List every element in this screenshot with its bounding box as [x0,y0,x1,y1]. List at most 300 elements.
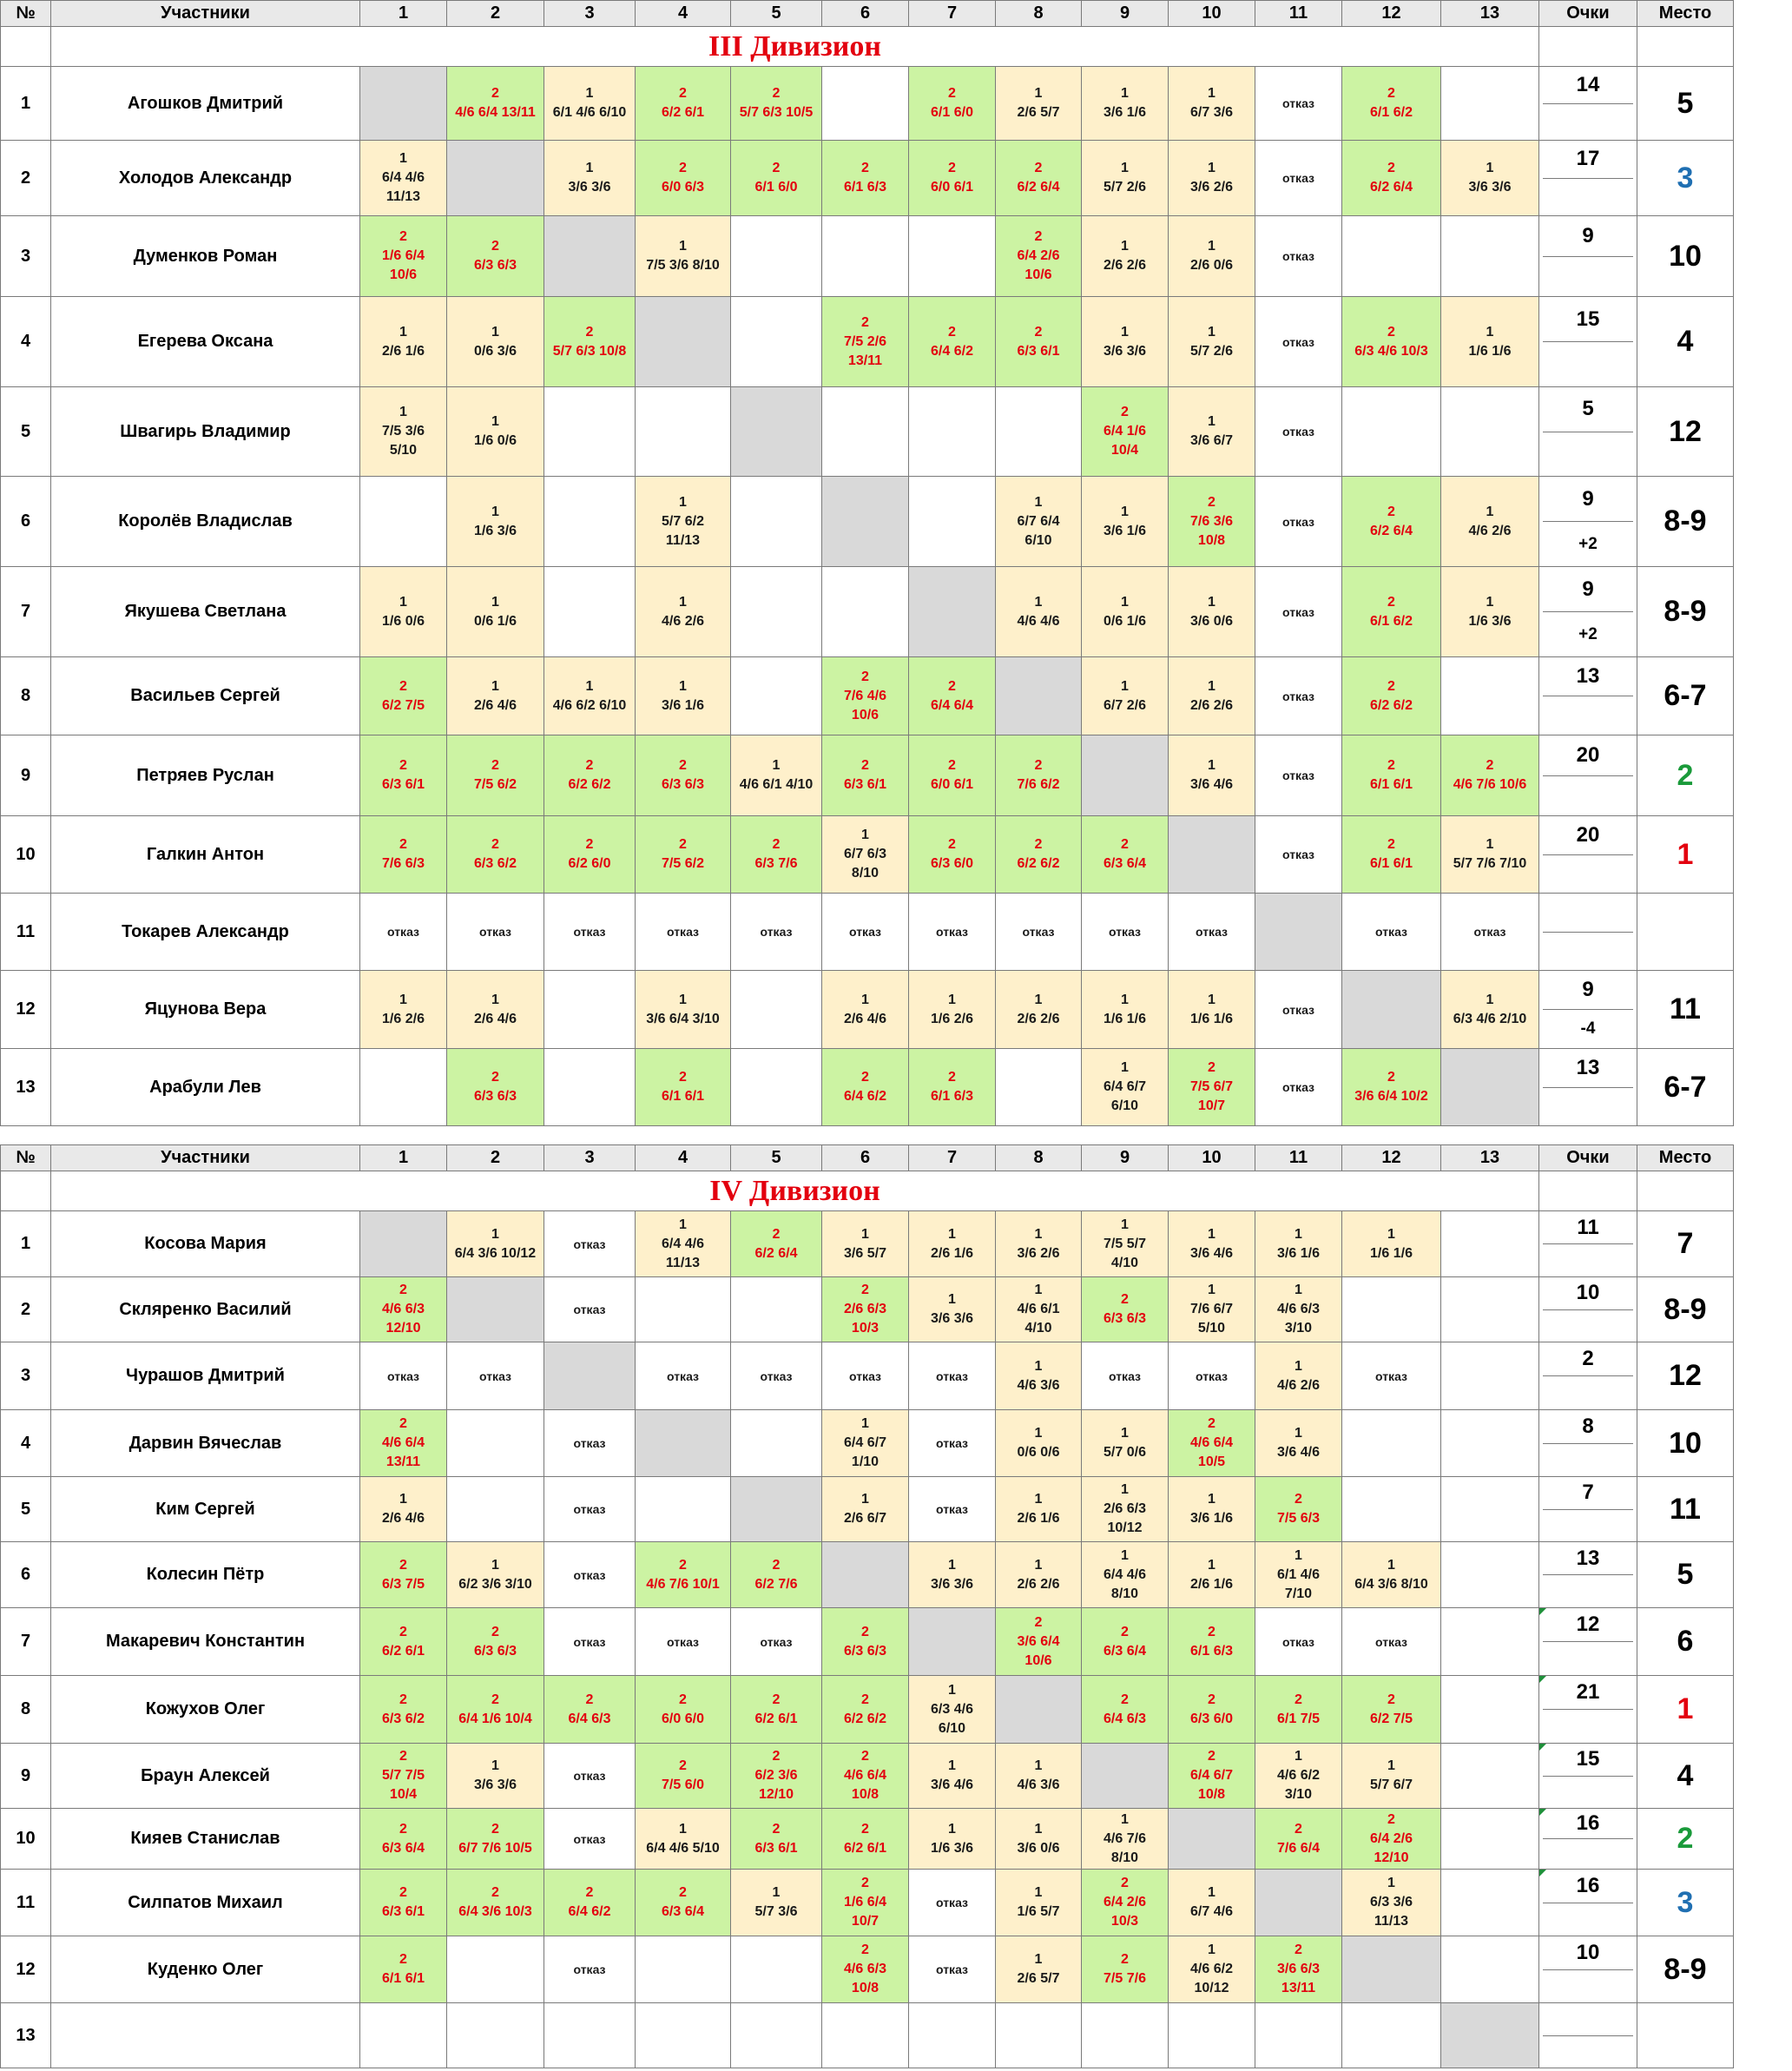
row-number: 5 [1,387,51,477]
row-number: 8 [1,1676,51,1744]
score-line: 6/4 6/7 [1104,1079,1146,1094]
match-win-cell [996,735,1082,816]
score-line: 6/0 6/1 [931,180,973,195]
participant-name: Арабули Лев [51,1049,360,1126]
score-line: 7/5 3/6 8/10 [646,258,720,273]
score-line: отказ [387,1369,419,1383]
match-loss-cell [1255,1211,1342,1277]
participant-row [1,1049,1734,1126]
score-line: 2 [1387,1692,1395,1707]
place-cell [1637,894,1734,971]
match-loss-cell [447,567,544,657]
score-line: 1/6 0/6 [382,613,425,629]
points-value: 17 [1543,141,1633,179]
score-line: отказ [573,1436,606,1450]
score-line: 2 [399,837,407,852]
score-line: отказ [1282,171,1314,185]
score-line: 5/7 6/2 [662,513,704,529]
score-line: 1 [1121,594,1129,610]
points-extra [1539,1777,1637,1809]
score-line: 5/7 6/7 [1370,1777,1413,1792]
score-line: 2 [1208,1624,1216,1639]
score-line: 1 [399,992,407,1007]
score-line: 4/6 6/4 [382,1435,425,1450]
score-line: отказ [573,1303,606,1316]
empty-match-cell [447,1936,544,2003]
score-line: отказ [849,925,881,939]
match-win-cell [1342,141,1441,216]
score-line: 4/6 6/4 13/11 [455,105,536,120]
score-line: 1 [1208,1226,1216,1242]
place-cell: 1 [1637,816,1734,894]
score-line: 6/3 6/2 [382,1711,425,1726]
score-line: 2 [948,161,956,175]
score-line: 3/6 3/6 [568,180,611,195]
points-extra [1539,1575,1637,1607]
score-line: 6/7 7/6 10/5 [458,1840,532,1856]
score-line: 2 [1121,1292,1129,1307]
empty-match-cell [1441,1211,1539,1277]
participant-name: Яцунова Вера [51,971,360,1049]
header-points: Очки [1539,1,1637,27]
refusal-cell [1342,1608,1441,1676]
match-win-cell [1342,1049,1441,1126]
points-extra [1539,1839,1637,1869]
score-line: 6/7 2/6 [1104,697,1146,713]
refusal-cell [1255,735,1342,816]
row-number: 12 [1,1936,51,2003]
score-line: 6/4 1/6 [1104,424,1146,439]
score-line: 1 [491,324,499,340]
refusal-cell [360,894,447,971]
score-line: 1 [1034,494,1043,510]
score-line: 2 [491,1821,499,1837]
score-line: 2 [861,161,869,175]
points-cell [1539,2003,1637,2068]
points-value: 12 [1543,1608,1633,1642]
place-cell: 5 [1637,67,1734,141]
score-line: 1 [585,678,594,694]
score-line: 6/1 6/2 [1370,105,1413,120]
score-line: 1 [1121,86,1129,101]
division-title: III Дивизион [51,27,1539,67]
empty-match-cell [1441,67,1539,141]
refusal-cell [544,1608,636,1676]
participant-name: Васильев Сергей [51,657,360,735]
self-match-cell [447,141,544,216]
empty-match-cell [1342,216,1441,297]
row-number: 1 [1,67,51,141]
score-line: 1 [1208,758,1216,773]
score-line: 1 [1208,1492,1216,1507]
points-box [1539,1870,1637,1936]
score-line: 1 [1208,1283,1216,1297]
row-number: 4 [1,297,51,387]
score-line: отказ [573,1769,606,1783]
score-line: 1 [1486,837,1494,852]
empty-match-cell [1441,1936,1539,2003]
score-line: 2 [1387,1811,1395,1827]
score-line: 2 [1387,324,1395,340]
title-spacer [1539,1171,1637,1211]
score-line: 1 [399,151,407,166]
match-loss-cell [731,735,822,816]
title-spacer [1,27,51,67]
score-line: 6/2 6/0 [568,856,611,871]
refusal-cell [544,1211,636,1277]
score-line: 6/1 4/6 [1277,1566,1320,1582]
points-cell [1539,1676,1637,1744]
score-line: 2 [772,1821,781,1837]
score-line: 13/11 [385,1454,421,1469]
match-win-cell [360,816,447,894]
empty-match-cell [731,2003,822,2068]
score-line: 2 [679,1885,687,1900]
empty-match-cell [360,1049,447,1126]
score-line: 2/6 5/7 [1017,105,1060,120]
score-line: 2/6 4/6 [844,1011,886,1026]
match-loss-cell [447,971,544,1049]
match-win-cell [822,1744,909,1809]
match-loss-cell [1169,971,1255,1049]
empty-match-cell [360,477,447,567]
match-loss-cell [996,567,1082,657]
participant-row [1,1870,1734,1936]
match-win-cell [1342,1676,1441,1744]
refusal-cell [1255,387,1342,477]
row-number: 7 [1,567,51,657]
participant-row [1,1608,1734,1676]
self-match-cell [1169,816,1255,894]
score-line: 1 [1208,324,1216,340]
score-line: 6/4 3/6 10/12 [454,1245,537,1261]
match-win-cell [544,735,636,816]
score-line: 6/3 4/6 [931,1701,973,1717]
header-col-9: 9 [1082,1145,1169,1171]
row-number: 11 [1,1870,51,1936]
score-line: 6/3 4/6 10/3 [1354,343,1428,359]
row-number: 3 [1,216,51,297]
score-line: 1/6 0/6 [474,433,517,448]
score-line: 8/10 [851,866,880,881]
header-col-2: 2 [447,1,544,27]
participant-name: Петряев Руслан [51,735,360,816]
match-loss-cell [360,567,447,657]
refusal-cell [1255,67,1342,141]
self-match-cell [822,477,909,567]
points-extra [1539,432,1637,477]
participant-row [1,141,1734,216]
refusal-cell [1255,816,1342,894]
self-match-cell [1441,2003,1539,2068]
division-table-4 [0,1144,1734,2068]
refusal-cell [544,1277,636,1342]
match-win-cell [447,1870,544,1936]
score-line: 6/4 6/7 [844,1435,886,1450]
points-box [1539,67,1637,140]
match-loss-cell [1169,216,1255,297]
empty-match-cell [996,1049,1082,1126]
score-line: 1 [1387,1876,1395,1890]
score-line: 7/6 6/4 [1277,1840,1320,1856]
match-loss-cell [1169,1542,1255,1608]
score-line: 2 [1387,161,1395,175]
match-win-cell [996,1608,1082,1676]
match-win-cell [360,1744,447,1809]
empty-match-cell [1441,1542,1539,1608]
refusal-cell [1255,971,1342,1049]
participant-name [51,2003,360,2068]
header-col-13: 13 [1441,1,1539,27]
score-line: 1 [1208,992,1216,1007]
score-line: 7/6 6/7 [1190,1302,1233,1316]
row-number: 5 [1,1477,51,1542]
score-line: 4/6 4/6 [1017,613,1060,629]
score-line: 2 [399,1624,407,1639]
score-line: 2/6 1/6 [1190,1576,1233,1592]
points-box [1539,894,1637,970]
score-line: отказ [1375,1634,1407,1649]
score-line: 6/2 6/4 [1017,180,1060,195]
score-line: 11/13 [665,1255,701,1270]
row-number: 4 [1,1410,51,1477]
score-line: отказ [1282,425,1314,439]
score-line: отказ [479,925,511,939]
row-number: 6 [1,1542,51,1608]
refusal-cell [544,1410,636,1477]
score-line: 1 [948,992,956,1007]
score-line: отказ [1282,1002,1314,1017]
match-win-cell [1441,735,1539,816]
participant-name: Браун Алексей [51,1744,360,1809]
match-win-cell [1342,567,1441,657]
score-line: 1 [1295,1426,1302,1441]
score-line: 3/6 3/6 [474,1777,517,1792]
score-line: 1/6 3/6 [931,1840,973,1856]
points-extra [1539,1244,1637,1276]
match-win-cell [1082,816,1169,894]
score-line: отказ [1282,249,1314,263]
refusal-cell [544,1477,636,1542]
score-line: 0/6 1/6 [1104,613,1146,629]
score-line: 1 [1034,594,1043,610]
score-line: отказ [1282,514,1314,529]
score-line: 3/6 4/6 [1277,1445,1320,1460]
place-cell: 8-9 [1637,1936,1734,2003]
score-line: отказ [573,1567,606,1582]
score-line: 10/12 [1194,1981,1229,1995]
score-line: 1 [1034,1283,1043,1297]
score-line: 1 [491,678,499,694]
score-line: 1 [1121,1217,1129,1232]
refusal-cell [909,1936,996,2003]
score-line: 1 [1034,1952,1043,1967]
refusal-cell [1255,141,1342,216]
points-cell [1539,1211,1637,1277]
participant-row [1,567,1734,657]
comment-marker-icon [1539,1809,1546,1816]
match-loss-cell [822,1477,909,1542]
score-line: 0/6 3/6 [474,343,517,359]
score-line: отказ [1375,925,1407,939]
score-line: отказ [760,925,793,939]
points-extra [1539,179,1637,216]
participant-row [1,735,1734,816]
score-line: 13/11 [847,353,883,368]
match-loss-cell [1255,1342,1342,1410]
score-line: 7/10 [1284,1586,1313,1601]
score-line: 2 [1121,1624,1129,1639]
match-win-cell [1255,1936,1342,2003]
score-line: 6/2 6/1 [844,1840,886,1856]
empty-match-cell [636,1277,731,1342]
score-line: 4/6 6/3 [844,1962,886,1976]
score-line: 4/6 6/2 6/10 [552,697,627,713]
match-win-cell [731,141,822,216]
score-line: 3/6 3/6 [931,1311,973,1326]
participant-name: Кожухов Олег [51,1676,360,1744]
match-win-cell [360,1410,447,1477]
score-line: 6/0 6/3 [662,180,704,195]
match-win-cell [447,67,544,141]
score-line: 10/4 [389,1787,418,1802]
self-match-cell [544,216,636,297]
points-cell [1539,1410,1637,1477]
match-loss-cell [909,1211,996,1277]
score-line: отказ [573,925,606,939]
score-line: 1 [1486,161,1494,175]
score-line: 11/13 [665,532,701,548]
header-col-6: 6 [822,1,909,27]
match-loss-cell [544,67,636,141]
empty-match-cell [1342,387,1441,477]
points-extra [1539,257,1637,297]
match-loss-cell [1082,297,1169,387]
header-num: № [1,1,51,27]
score-line: 6/4 2/6 [1104,1895,1146,1909]
match-loss-cell [1082,1211,1169,1277]
score-line: 1 [948,1682,956,1698]
match-win-cell [360,1542,447,1608]
match-win-cell [447,735,544,816]
score-line: 1/6 5/7 [1017,1904,1060,1919]
self-match-cell [1441,1049,1539,1126]
title-spacer [1637,1171,1734,1211]
score-line: 6/2 3/6 3/10 [458,1576,532,1592]
points-extra [1539,104,1637,141]
score-line: 6/3 6/3 [474,258,517,273]
header-col-11: 11 [1255,1,1342,27]
match-win-cell [1255,1809,1342,1870]
score-line: 4/6 6/1 4/10 [739,777,814,792]
match-win-cell [447,1608,544,1676]
match-win-cell [636,1870,731,1936]
score-line: 6/7 4/6 [1190,1904,1233,1919]
score-line: отказ [760,1634,793,1649]
refusal-cell [822,894,909,971]
match-win-cell [360,1676,447,1744]
participant-row [1,1211,1734,1277]
score-line: 4/6 3/6 [1017,1377,1060,1393]
participant-row [1,657,1734,735]
place-cell: 1 [1637,1676,1734,1744]
score-line: 1 [861,1492,869,1507]
match-loss-cell [1169,567,1255,657]
score-line: 6/1 4/6 6/10 [552,105,627,120]
match-win-cell [996,816,1082,894]
score-line: 7/5 6/3 [1277,1511,1320,1526]
header-col-12: 12 [1342,1145,1441,1171]
empty-match-cell [636,1936,731,2003]
match-win-cell [1082,1676,1169,1744]
points-box [1539,141,1637,215]
score-line: 1/6 1/6 [1190,1011,1233,1026]
refusal-cell [731,1342,822,1410]
score-line: 2 [399,1416,407,1431]
empty-match-cell [447,1477,544,1542]
match-loss-cell [996,1542,1082,1608]
points-extra [1539,1088,1637,1126]
match-loss-cell [1342,1744,1441,1809]
points-cell [1539,971,1637,1049]
match-win-cell [1082,1870,1169,1936]
score-line: 2 [1387,837,1395,852]
match-loss-cell [1169,1870,1255,1936]
points-extra: +2 [1578,534,1598,553]
points-cell [1539,816,1637,894]
empty-match-cell [822,2003,909,2068]
row-number: 10 [1,1809,51,1870]
score-line: 3/10 [1284,1787,1313,1802]
points-value: 8 [1543,1410,1633,1444]
header-col-4: 4 [636,1145,731,1171]
refusal-cell [1255,297,1342,387]
score-line: 2 [1208,1060,1216,1075]
points-box [1539,1744,1637,1808]
score-line: 11/13 [385,189,421,204]
match-loss-cell [1441,477,1539,567]
score-line: 1/6 2/6 [382,1011,425,1026]
empty-match-cell [1082,2003,1169,2068]
header-row [1,1145,1734,1171]
empty-match-cell [1441,1277,1539,1342]
score-line: отказ [1282,768,1314,782]
match-win-cell [544,1870,636,1936]
match-loss-cell [996,477,1082,567]
score-line: 7/5 6/7 [1190,1079,1233,1094]
score-line: 7/6 6/2 [1017,777,1060,792]
score-line: 2 [1387,594,1395,610]
score-line: 6/1 6/3 [931,1089,973,1104]
match-win-cell [447,1809,544,1870]
score-line: 1 [1034,86,1043,101]
refusal-cell [1342,894,1441,971]
empty-match-cell [1342,1277,1441,1342]
score-line: 3/6 3/6 [1468,180,1512,195]
score-line: 1 [399,324,407,340]
match-win-cell [909,67,996,141]
score-line: 2 [772,1226,781,1242]
score-line: 2 [861,758,869,773]
match-win-cell [1342,816,1441,894]
score-line: 2 [948,758,956,773]
place-cell: 3 [1637,141,1734,216]
match-loss-cell [909,1676,996,1744]
score-line: 1 [1121,1482,1129,1497]
place-cell: 6-7 [1637,1049,1734,1126]
empty-match-cell [822,216,909,297]
row-number: 9 [1,1744,51,1809]
